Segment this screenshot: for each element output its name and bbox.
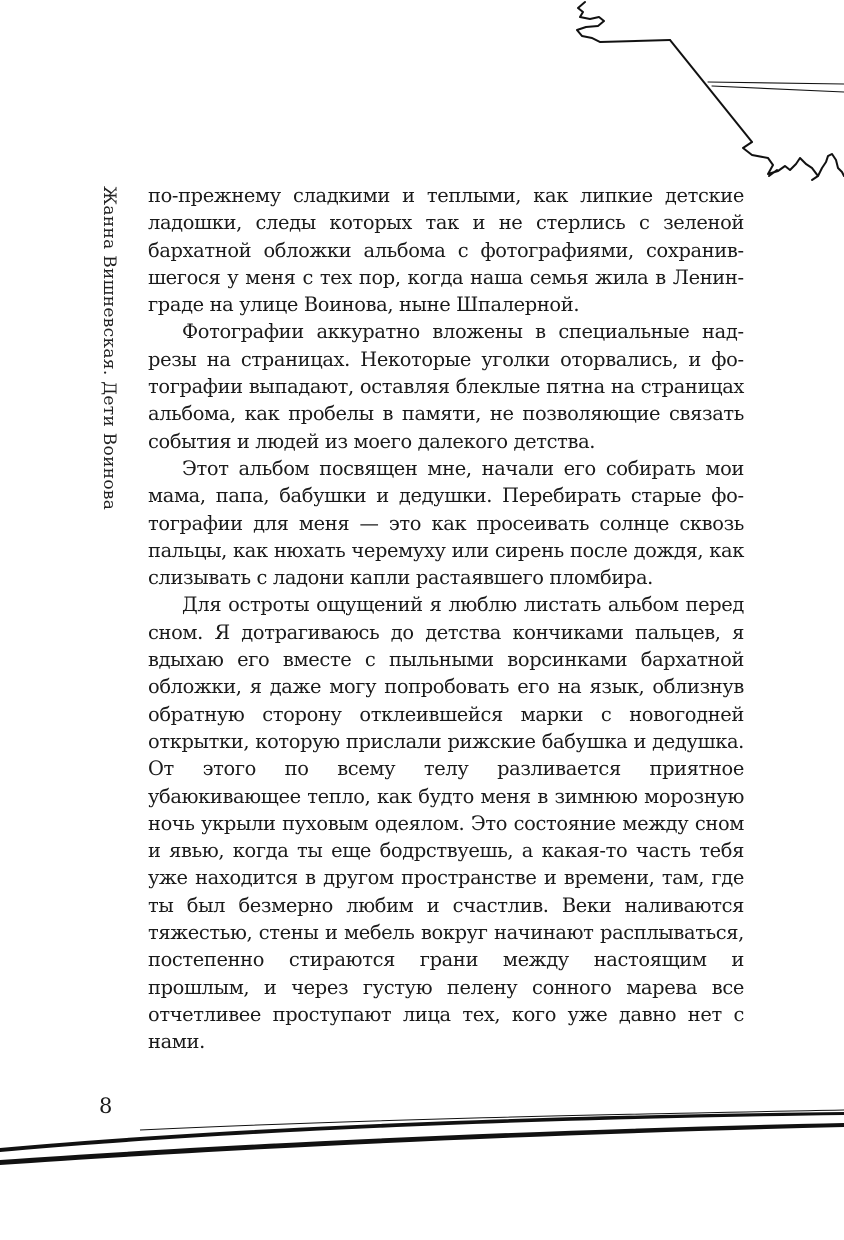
decorative-brush-strokes-bottom (0, 1090, 844, 1180)
paragraph: Этот альбом посвящен мне, начали его собирать мои мама, папа, бабушки и дедушки. Перебирать старые фотографии для меня — это как просеивать солнце сквозь пальцы, как нюхать черемуху или сирень после дождя, как слизывать с ладони капли растаявшего пломбира. (148, 456, 744, 590)
page-number: 8 (99, 1094, 113, 1118)
paragraph: Для остроты ощущений я люблю листать альбом перед сном. Я дотрагиваюсь до детства кончиками пальцев, я вдыхаю его вместе с пыльными ворсинками бархатной обложки, я даже могу попробовать его на язык, облизнув обратную сторону отклеившейся марки с новогодней открытки, которую прислали рижские бабушка и дедушка. От этого по всему телу разливается приятное убаюкивающее тепло, как будто меня в зимнюю морозную ночь укрыли пуховым одеялом. Это состояние между сном и явью, когда ты еще бодрствуешь, а какая-то часть тебя уже находится в другом пространстве и времени, там, где ты был безмерно любим и счастлив. Веки наливаются тяжестью, стены и мебель вокруг начинают расплываться, постепенно стираются грани между настоящим и прошлым, и через густую пелену сонного марева все отчетливее проступают лица тех, кого уже давно нет с нами. (148, 593, 744, 1054)
body-text (148, 182, 744, 1056)
decorative-line-art-top (0, 0, 844, 200)
running-head: Жанна Вишневская. Дети Воинова (99, 186, 119, 511)
paragraph: Фотографии аккуратно вложены в специальные надрезы на страницах. Некоторые уголки оторвались, и фотографии выпадают, оставляя блеклые пятна на страницах альбома, как пробелы в памяти, не позволяющие связать события и людей из моего далекого детства. (148, 320, 744, 453)
paragraph: по-прежнему сладкими и теплыми, как липкие детские ладошки, следы которых так и не стерлись с зеленой бархатной обложки альбома с фотографиями, сохранившегося у меня с тех пор, когда наша семья жила в Ленинграде на улице Воинова, ныне Шпалерной. (148, 184, 744, 317)
